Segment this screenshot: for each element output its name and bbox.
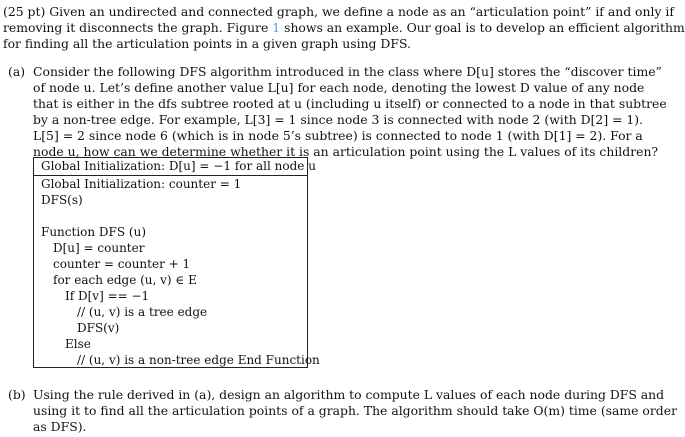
intro-line-1: (25 pt) Given an undirected and connected graph, we define a node as an “articulation point” if and only if	[3, 4, 674, 19]
part-a-line-5: L[5] = 2 since node 6 (which is in node 5’s subtree) is connected to node 1 (with D[1] = 2). For a	[33, 128, 643, 143]
intro-line-2-end: shows an example. Our goal is to develop an efficient algorithm	[280, 20, 685, 35]
algorithm-line-if-unvisited: If D[v] == −1	[65, 289, 150, 303]
part-b-label: (b)	[8, 387, 26, 402]
part-a-line-1: Consider the following DFS algorithm introduced in the class where D[u] stores the “discover time”	[33, 64, 662, 79]
algorithm-line-else: Else	[65, 337, 91, 351]
part-a-line-3: that is either in the dfs subtree rooted at u (including u itself) or connected to a node in that subtree	[33, 96, 667, 111]
part-b-line-1: Using the rule derived in (a), design an algorithm to compute L values of each node during DFS and	[33, 387, 665, 402]
algorithm-line-increment-counter: counter = counter + 1	[53, 257, 191, 271]
algorithm-line-tree-edge-comment: // (u, v) is a tree edge	[77, 305, 208, 319]
algorithm-header-divider	[34, 175, 307, 176]
algorithm-box	[33, 157, 320, 368]
part-b-line-2: using it to find all the articulation points of a graph. The algorithm should take O(m) time (same order	[33, 403, 677, 418]
algorithm-line-set-d: D[u] = counter	[53, 241, 145, 255]
algorithm-line-global-init-counter: Global Initialization: counter = 1	[41, 177, 242, 191]
algorithm-line-recursive-call: DFS(v)	[77, 321, 120, 335]
part-a-line-4: by a non-tree edge. For example, L[3] = 1 since node 3 is connected with node 2 (with D[2] = 1).	[33, 112, 644, 127]
part-b-body	[33, 387, 677, 435]
figure-reference-link[interactable]: 1	[272, 20, 281, 35]
part-a-body	[33, 64, 667, 160]
algorithm-line-function-header: Function DFS (u)	[41, 225, 147, 239]
algorithm-line-for-each-edge: for each edge (u, v) ∈ E	[53, 273, 197, 287]
algorithm-line-dfs-call: DFS(s)	[41, 193, 83, 207]
problem-intro	[3, 4, 685, 52]
intro-line-2	[3, 20, 685, 36]
algorithm-line-non-tree-edge-comment: // (u, v) is a non-tree edge End Function	[77, 353, 320, 367]
part-b-line-3: as DFS).	[33, 419, 87, 434]
intro-line-2-start: removing it disconnects the graph. Figure	[3, 20, 273, 35]
intro-line-3: for finding all the articulation points in a given graph using DFS.	[3, 36, 411, 51]
part-a-label: (a)	[8, 64, 26, 79]
algorithm-line-global-init-d: Global Initialization: D[u] = −1 for all node u	[41, 159, 316, 173]
part-a-line-2: of node u. Let’s define another value L[u] for each node, denoting the lowest D value of any node	[33, 80, 645, 95]
part-a-line-6: node u, how can we determine whether it is an articulation point using the L values of its children?	[33, 144, 659, 159]
